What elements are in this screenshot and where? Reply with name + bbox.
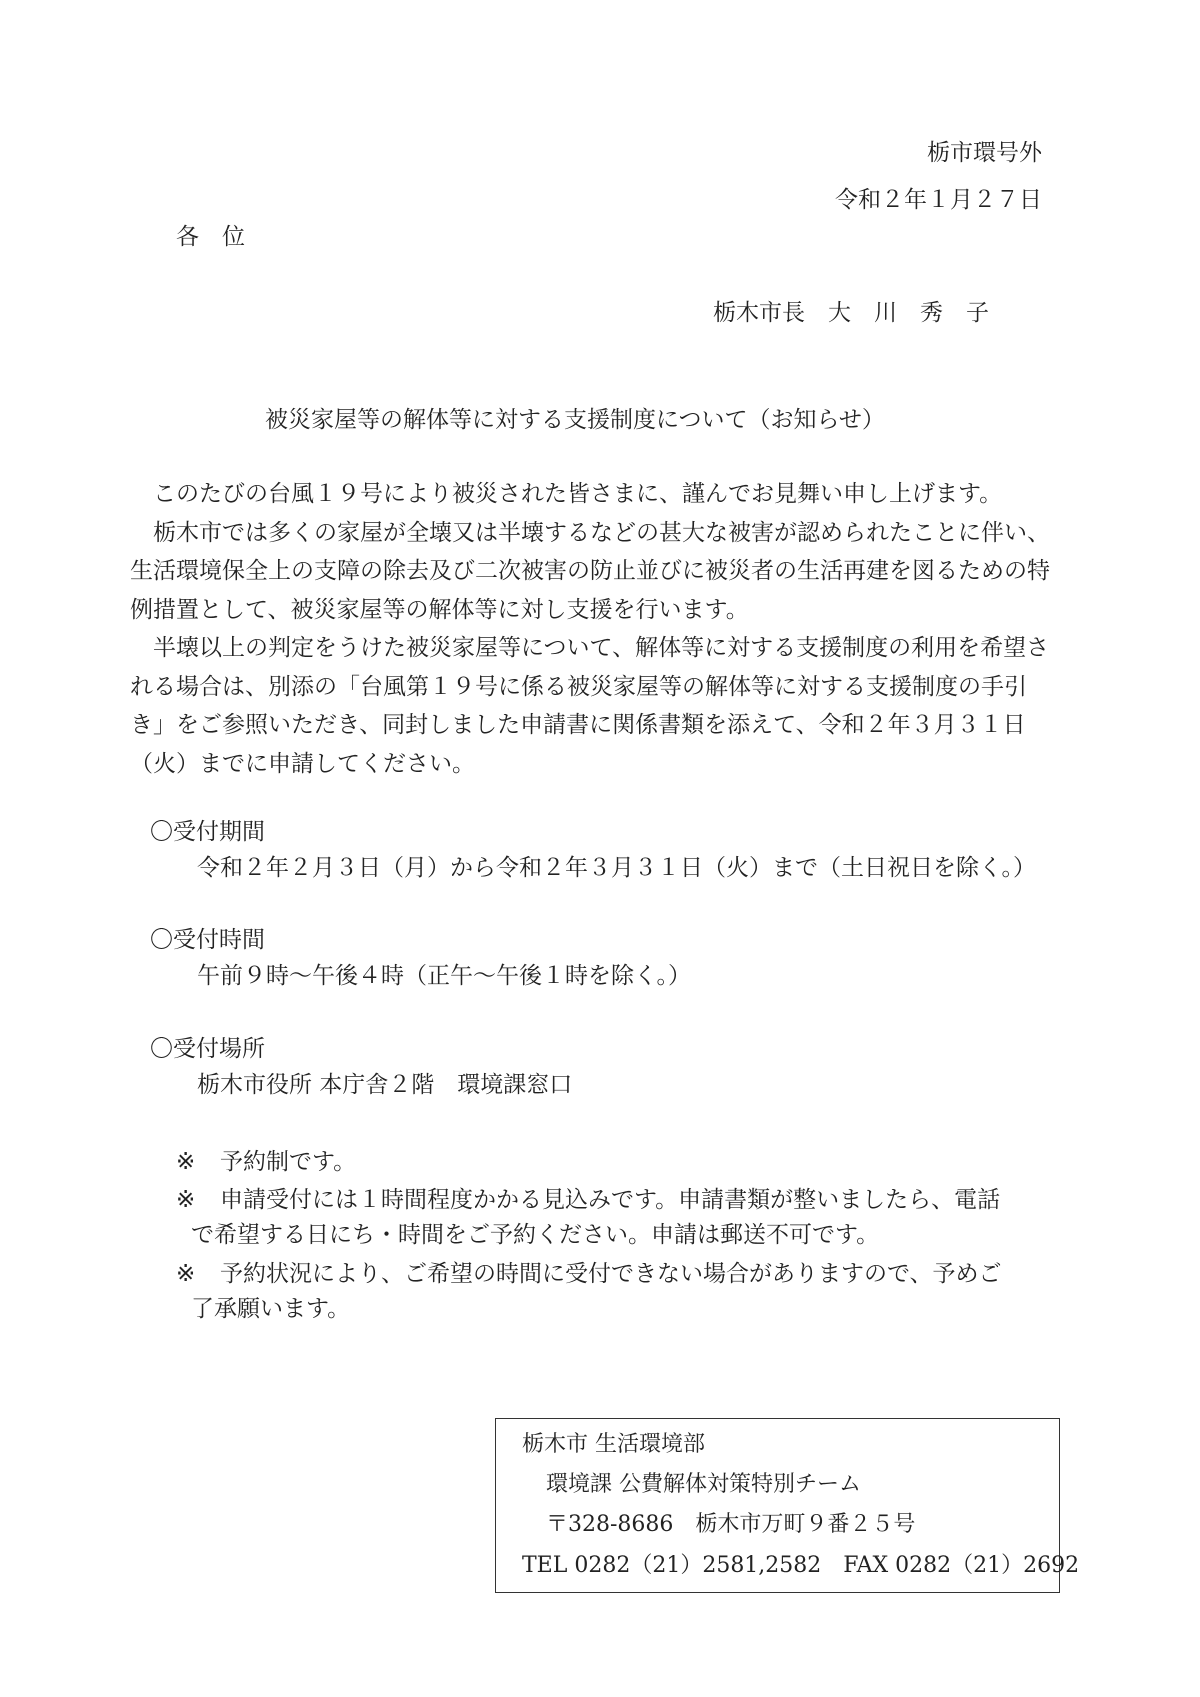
- note-item: [176, 1257, 1056, 1327]
- section-text-location: 栃木市役所 本庁舎２階 環境課窓口: [197, 1072, 573, 1098]
- document-title: 被災家屋等の解体等に対する支援制度について（お知らせ）: [265, 407, 885, 433]
- contact-department: 栃木市 生活環境部: [522, 1432, 705, 1457]
- addressee: 各 位: [176, 224, 245, 250]
- note-mark: ※: [176, 1261, 196, 1287]
- contact-box: [495, 1418, 1080, 1593]
- note-mark: ※: [176, 1149, 196, 1175]
- document-date: 令和２年１月２７日: [835, 187, 1042, 213]
- note-text-continued: 了承願います。: [191, 1296, 351, 1322]
- section-heading-location: 〇受付場所: [150, 1036, 265, 1062]
- section-heading-period: 〇受付期間: [150, 819, 265, 845]
- note-text: 申請受付には１時間程度かかる見込みです。申請書類が整いましたら、電話: [220, 1187, 1001, 1213]
- contact-section: 環境課 公費解体対策特別チーム: [546, 1472, 861, 1497]
- section-text-hours: 午前９時～午後４時（正午～午後１時を除く。）: [197, 963, 692, 989]
- sender: 栃木市長 大 川 秀 子: [713, 300, 989, 326]
- note-item: [176, 1183, 1056, 1253]
- document-number: 栃市環号外: [927, 140, 1042, 166]
- note-text: 予約制です。: [220, 1149, 357, 1175]
- section-text-period: 令和２年２月３日（月）から令和２年３月３１日（火）まで（土日祝日を除く。）: [197, 855, 1037, 881]
- contact-address: 〒328-8686 栃木市万町９番２５号: [546, 1512, 916, 1537]
- body-paragraph: 半壊以上の判定をうけた被災家屋等について、解体等に対する支援制度の利用を希望される場合は、別添の「台風第１９号に係る被災家屋等の解体等に対する支援制度の手引き」をご参照いただき、同封しました申請書に関係書類を添えて、令和２年３月３１日（火）までに申請してください。: [130, 635, 1050, 777]
- body-paragraph: 栃木市では多くの家屋が全壊又は半壊するなどの甚大な被害が認められたことに伴い、生活環境保全上の支障の除去及び二次被害の防止並びに被災者の生活再建を図るための特例措置として、被災家屋等の解体等に対し支援を行います。: [130, 519, 1050, 623]
- note-text: 予約状況により、ご希望の時間に受付できない場合がありますので、予めご: [220, 1261, 1002, 1287]
- contact-phone-fax: TEL 0282（21）2581,2582 FAX 0282（21）2692: [522, 1553, 1080, 1578]
- section-heading-hours: 〇受付時間: [150, 927, 265, 953]
- note-mark: ※: [176, 1187, 196, 1213]
- note-text-continued: で希望する日にち・時間をご予約ください。申請は郵送不可です。: [191, 1222, 880, 1248]
- body-paragraph: このたびの台風１９号により被災された皆さまに、謹んでお見舞い申し上げます。: [153, 481, 1003, 507]
- body-text: [130, 475, 1060, 783]
- note-item: [176, 1145, 1056, 1180]
